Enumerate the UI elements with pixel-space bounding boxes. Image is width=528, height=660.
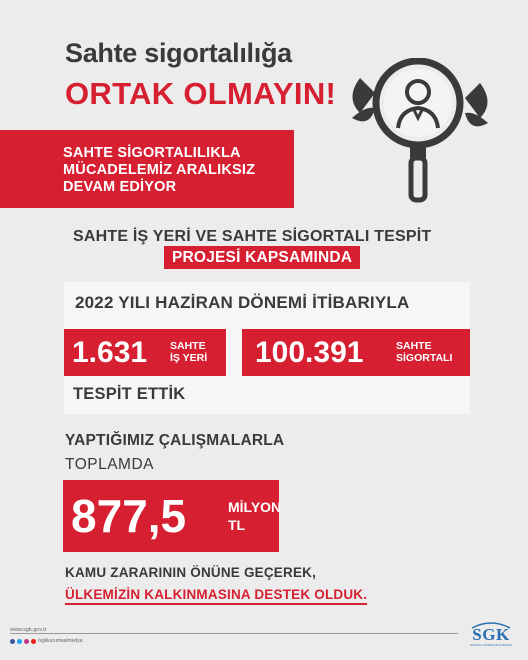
footer-social (10, 638, 82, 644)
banner-line: MÜCADELEMİZ ARALIKSIZ (63, 162, 256, 178)
youtube-icon[interactable] (31, 639, 36, 644)
total-unit (228, 498, 281, 534)
facebook-icon[interactable] (10, 639, 15, 644)
sgk-logo-text: SGK (472, 625, 510, 644)
total-unit-line: TL (228, 517, 246, 533)
stat-number: 1.631 (72, 336, 148, 369)
detected-text: TESPİT ETTİK (73, 385, 186, 403)
footer-url[interactable]: www.sgk.gov.tr (10, 627, 47, 633)
stat-label-line: SAHTE (170, 340, 206, 352)
stat-label (170, 340, 207, 364)
project-line1: SAHTE İŞ YERİ VE SAHTE SİGORTALI TESPİT (73, 228, 432, 245)
campaign-banner (0, 130, 294, 208)
closing-line1: KAMU ZARARININ ÖNÜNE GEÇEREK, (65, 565, 317, 580)
total-number: 877,5 (71, 490, 187, 542)
period-text: 2022 YILI HAZİRAN DÖNEMİ İTİBARIYLA (75, 293, 410, 312)
work-line2: TOPLAMDA (65, 456, 154, 473)
banner-line: DEVAM EDİYOR (63, 179, 177, 195)
work-line1: YAPTIĞIMIZ ÇALIŞMALARLA (65, 432, 285, 449)
sgk-logo-subtitle: SOSYAL GÜVENLİK KURUMU (470, 643, 512, 647)
instagram-icon[interactable] (24, 639, 29, 644)
stat-label-line: SAHTE (396, 340, 432, 352)
social-handle[interactable]: /sgkkurumsalmedya (38, 638, 83, 644)
stat-fake-workplaces (64, 329, 226, 376)
headline-line1: Sahte sigortalılığa (65, 38, 292, 68)
stat-fake-insured (242, 329, 470, 376)
magnifier-person-icon (340, 58, 500, 208)
total-unit-line: MİLYON (228, 499, 282, 515)
stat-label-line: İŞ YERİ (170, 352, 208, 364)
footer-divider (10, 633, 458, 634)
banner-line: SAHTE SİGORTALILIKLA (63, 145, 241, 161)
project-line2: PROJESİ KAPSAMINDA (164, 246, 360, 269)
twitter-icon[interactable] (17, 639, 22, 644)
headline-line2: ORTAK OLMAYIN! (65, 76, 337, 111)
stat-number: 100.391 (255, 336, 364, 369)
total-amount-box (63, 480, 282, 552)
closing-line2: ÜLKEMİZİN KALKINMASINA DESTEK OLDUK. (65, 587, 367, 605)
stat-label (396, 340, 452, 364)
sgk-logo (466, 620, 516, 650)
stat-label-line: SİGORTALI (396, 352, 453, 364)
